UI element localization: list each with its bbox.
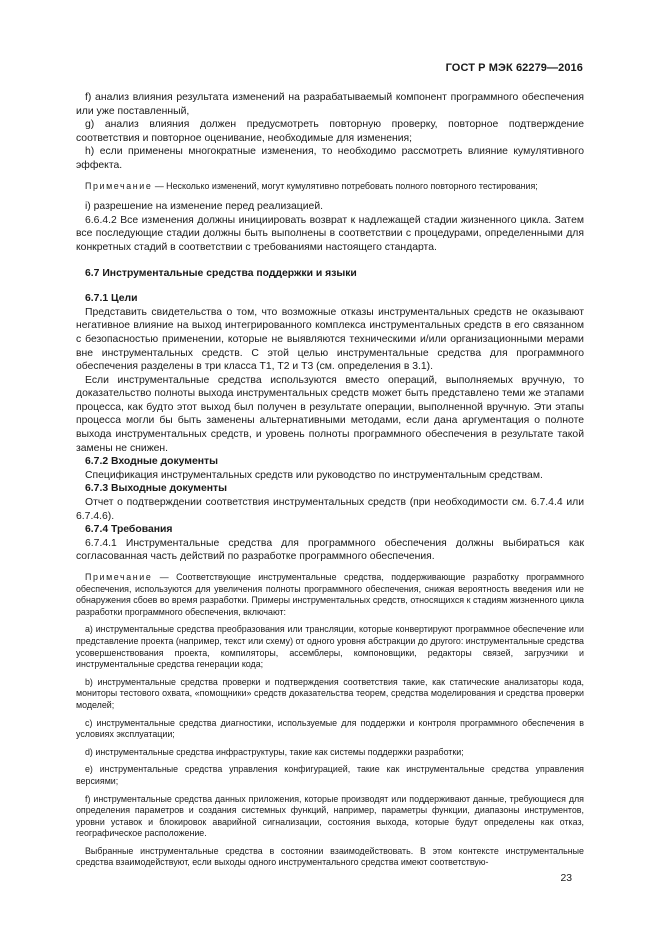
paragraph-g: g) анализ влияния должен предусмотреть повторную проверку, повторное подтверждение соответствия и повторное оценивание, необходимые для изменения;	[76, 119, 584, 144]
note-item-c: c) инструментальные средства диагностики, используемые для поддержки и контроля программного обеспечения в условиях эксплуатации;	[76, 717, 584, 740]
note-1	[76, 181, 584, 193]
note-2	[76, 572, 584, 618]
heading-6-7: 6.7 Инструментальные средства поддержки и языки	[85, 267, 357, 279]
note-2-text: — Соответствующие инструментальные средства, поддерживающие разработку программного обеспечения, используются для увеличения полноты программного обеспечения, снижая вероятность введения или не обнаружения сбоев во время разработки. Примеры инструментальных средств, относящихся к стадиям жизненного цикла разработки программного обеспечения, включают:	[76, 572, 584, 617]
paragraph-6-7-2: Спецификация инструментальных средств или руководство по инструментальным средствам.	[85, 469, 543, 481]
paragraph-i: i) разрешение на изменение перед реализацией.	[85, 201, 324, 213]
note-1-label: Примечание	[85, 180, 153, 191]
paragraph-6-7-1-b: Если инструментальные средства используются вместо операций, выполняемых вручную, то доказательство полноты выхода инструментальных средств может быть представлено теми же этапами процесса, как будто этот выход был получен в результате операции, выполненной вручную. Эти этапы процесса могли бы быть заменены альтернативными методами, если дана аргументация о полноте выхода инструментальных средств, и уровень полноты программного обеспечения в результате такой замены не снижен.	[76, 374, 584, 454]
document-body	[76, 91, 584, 869]
paragraph-6-7-3: Отчет о подтверждении соответствия инструментальных средств (при необходимости см. 6.7.4.4 или 6.7.4.6).	[76, 497, 584, 522]
page-number: 23	[560, 873, 572, 884]
paragraph-h: h) если применены многократные изменения, то необходимо рассмотреть влияние кумулятивного эффекта.	[76, 146, 584, 171]
heading-6-7-4: 6.7.4 Требования	[85, 524, 173, 536]
paragraph-f: f) анализ влияния результата изменений на разрабатываемый компонент программного обеспечения или уже поставленный,	[76, 92, 584, 117]
paragraph-6-7-1-a: Представить свидетельства о том, что возможные отказы инструментальных средств не оказывают негативное влияние на выход интегрированного комплекса инструментальных средств в его связанном с безопасностью применении, которые не выявляются техническими и/или организационными мерами вне инструментальных средств. С этой целью инструментальные средства для программного обеспечения разделены в три класса Т1, Т2 и Т3 (см. определения в 3.1).	[76, 306, 584, 373]
note-2-label: Примечание	[85, 572, 153, 582]
note-item-f: f) инструментальные средства данных приложения, которые производят или поддерживают данные, требующиеся для определения параметров и создания системных функций, например, параметры функции, диапазоны инструментов, уровни уставок и блокировок аварийной сигнализации, состояния выхода, которые будут определены как отказ, географическое расположение.	[76, 793, 584, 839]
paragraph-6-7-4-1: 6.7.4.1 Инструментальные средства для программного обеспечения должны выбираться как согласованная часть действий по разработке программного обеспечения.	[76, 537, 584, 563]
note-last-paragraph: Выбранные инструментальные средства в состоянии взаимодействовать. В этом контексте инструментальные средства взаимодействуют, если выходы одного инструментального средства имеют соответствую-	[76, 845, 584, 868]
note-item-b: b) инструментальные средства проверки и подтверждения соответствия такие, как статические анализаторы кода, мониторы тестового охвата, «помощники» средств доказательства теорем, средства моделирования и средства проверки моделей;	[76, 676, 584, 710]
paragraph-6-6-4-2: 6.6.4.2 Все изменения должны инициировать возврат к надлежащей стадии жизненного цикла. Затем все последующие стадии должны быть выполнены в соответствии с процедурами, определенными для конкретных стадий в соответствии с требованиями настоящего стандарта.	[76, 214, 584, 253]
note-item-d: d) инструментальные средства инфраструктуры, такие как системы поддержки разработки;	[85, 746, 464, 757]
note-1-text: — Несколько изменений, могут кумулятивно потребовать полного повторного тестирования;	[152, 180, 538, 191]
heading-6-7-2: 6.7.2 Входные документы	[85, 456, 218, 468]
standard-designation: ГОСТ Р МЭК 62279—2016	[445, 62, 583, 74]
heading-6-7-1: 6.7.1 Цели	[85, 293, 138, 305]
note-item-e: e) инструментальные средства управления конфигурацией, такие как инструментальные средства управления версиями;	[76, 764, 584, 786]
heading-6-7-3: 6.7.3 Выходные документы	[85, 483, 228, 495]
note-item-a: a) инструментальные средства преобразования или трансляции, которые конвертируют программное обеспечение или представление проекта (например, текст или схему) от одного уровня абстракции до другого: инструментальные средства усовершенствования проекта, компиляторы, ассемблеры, компоновщики, редакторы связей, загрузчики и инструментальные средства генерации кода;	[76, 624, 584, 670]
